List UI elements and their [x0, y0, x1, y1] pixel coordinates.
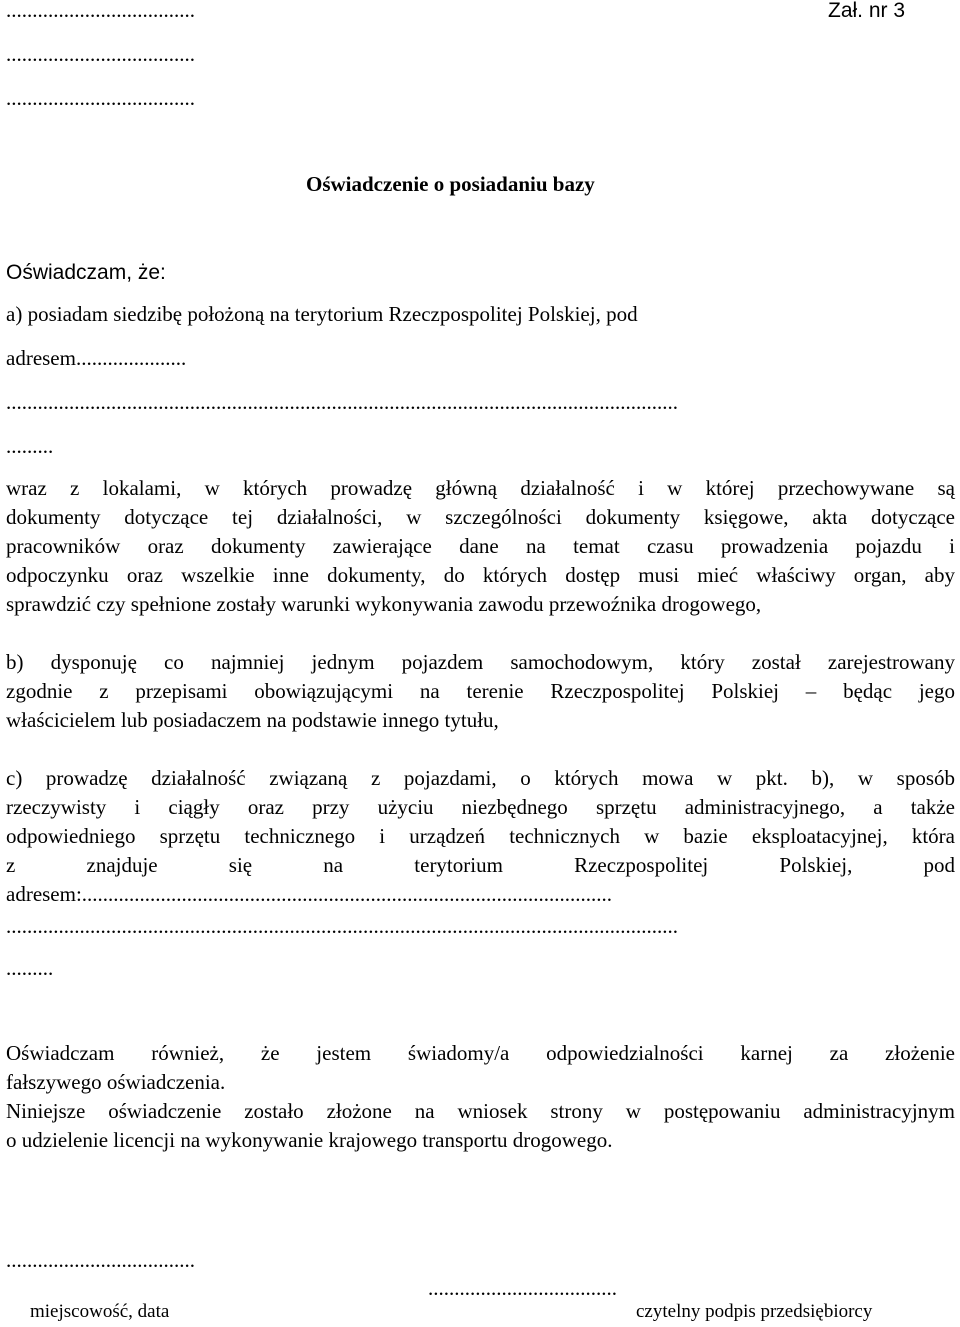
section-a-paragraph-line: dokumenty dotyczące tej działalności, w szczególności dokumenty księgowe, akta dotyczące [6, 505, 955, 529]
section-a-address-line-2: ................................................................................................................................ [6, 392, 678, 413]
section-a-paragraph-line: wraz z lokalami, w których prowadzę główną działalność i w której przechowywane są [6, 476, 955, 500]
statement-line: Oświadczam również, że jestem świadomy/a odpowiedzialności karnej za złożenie [6, 1041, 955, 1065]
section-b-paragraph-line: b) dysponuję co najmniej jednym pojazdem samochodowym, który został zarejestrowany [6, 650, 955, 674]
attachment-label: Zał. nr 3 [828, 0, 906, 22]
section-b-paragraph-line: właścicielem lub posiadaczem na podstawie innego tytułu, [6, 708, 499, 732]
note-line: o udzielenie licencji na wykonywanie krajowego transportu drogowego. [6, 1128, 613, 1152]
signature-dots: .................................... [428, 1276, 617, 1300]
section-c-paragraph-line: c) prowadzę działalność związaną z pojazdami, o których mowa w pkt. b), w sposób [6, 766, 955, 790]
header-dots-3: .................................... [6, 86, 195, 110]
statement-line: fałszywego oświadczenia. [6, 1070, 226, 1094]
place-date-label: miejscowość, data [30, 1301, 170, 1322]
section-a-paragraph-line: odpoczynku oraz wszelkie inne dokumenty, do których dostęp musi mieć właściwy organ, aby [6, 563, 955, 587]
signature-label: czytelny podpis przedsiębiorcy [636, 1301, 873, 1322]
section-c-paragraph-line: rzeczywisty i ciągły oraz przy użyciu niezbędnego sprzętu administracyjnego, a także [6, 795, 955, 819]
header-dots-1: .................................... [6, 0, 195, 22]
section-a-paragraph-line: sprawdzić czy spełnione zostały warunki wykonywania zawodu przewoźnika drogowego, [6, 592, 762, 616]
section-c-address-line-1: adresem:..................................................................................................... [6, 882, 613, 906]
section-b-paragraph-line: zgodnie z przepisami obowiązującymi na terenie Rzeczpospolitej Polskiej – będąc jego [6, 679, 955, 703]
section-a-address-line-1: adresem..................... [6, 346, 187, 370]
section-c-paragraph-line: odpowiedniego sprzętu technicznego i urządzeń technicznych w bazie eksploatacyjnej, która [6, 824, 955, 848]
note-line: Niniejsze oświadczenie zostało złożone na wniosek strony w postępowaniu administracyjnym [6, 1099, 955, 1123]
header-dots-2: .................................... [6, 42, 195, 66]
intro-text: Oświadczam, że: [6, 261, 166, 284]
section-a-line-1: a) posiadam siedzibę położoną na terytorium Rzeczpospolitej Polskiej, pod [6, 302, 638, 326]
place-date-dots: .................................... [6, 1248, 195, 1272]
section-a-paragraph-line: pracowników oraz dokumenty zawierające dane na temat czasu prowadzenia pojazdu i [6, 534, 955, 558]
section-c-paragraph-line: z znajduje się na terytorium Rzeczpospolitej Polskiej, pod [6, 853, 955, 877]
section-a-address-line-3: ......... [6, 434, 54, 458]
document-title: Oświadczenie o posiadaniu bazy [306, 172, 595, 196]
section-c-address-line-3: ......... [6, 956, 54, 980]
section-c-address-line-2: ................................................................................................................................ [6, 916, 678, 937]
